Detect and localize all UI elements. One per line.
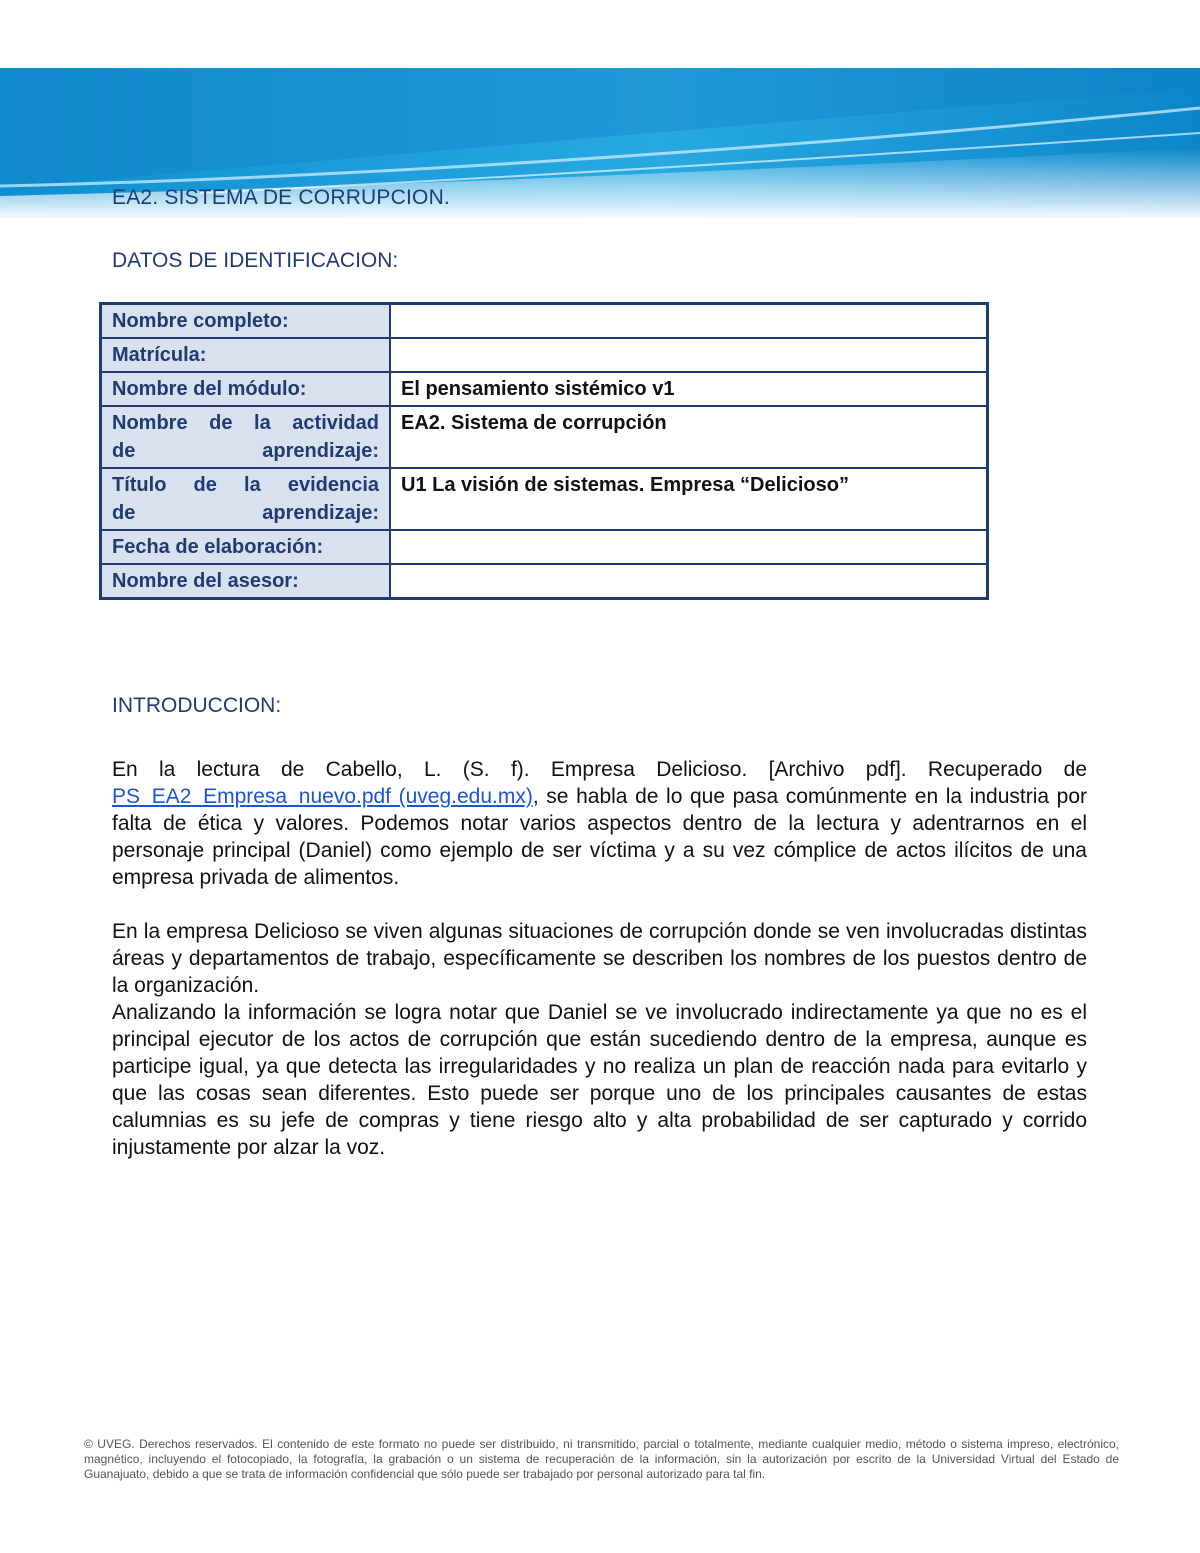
name-label: Nombre completo: bbox=[101, 304, 391, 339]
intro-body bbox=[112, 918, 1087, 1161]
identification-table bbox=[99, 302, 989, 600]
table-row bbox=[101, 530, 988, 564]
activity-value: EA2. Sistema de corrupción bbox=[390, 406, 988, 468]
module-label: Nombre del módulo: bbox=[101, 372, 391, 406]
intro-p1-start: En la lectura de Cabello, L. (S. f). Empresa Delicioso. [Archivo pdf]. Recuperado de bbox=[112, 758, 1087, 781]
enrollment-label: Matrícula: bbox=[101, 338, 391, 372]
table-row bbox=[101, 564, 988, 599]
intro-paragraph-2: En la empresa Delicioso se viven algunas situaciones de corrupción donde se ven involucradas distintas áreas y departamentos de trabajo, específicamente se describen los nombres de los puestos dentro de la organización. bbox=[112, 920, 1087, 997]
evidence-label-line1: Título de la evidencia bbox=[112, 474, 379, 496]
enrollment-value bbox=[390, 338, 988, 372]
module-value: El pensamiento sistémico v1 bbox=[390, 372, 988, 406]
copyright-footer: © UVEG. Derechos reservados. El contenido de este formato no puede ser distribuido, ni transmitido, parcial o totalmente, mediante cualquier medio, método o sistema impreso, electrónico, magnético, incluyendo el fotocopiado, la fotografía, la grabación o un sistema de recuperación de la información, sin la autorización por escrito de la Universidad Virtual del Estado de Guanajuato, debido a que se trata de información confidencial que sólo puede ser trabajado por personal autorizado para tal fin. bbox=[84, 1437, 1119, 1481]
table-row bbox=[101, 338, 988, 372]
advisor-value bbox=[390, 564, 988, 599]
identification-heading: DATOS DE IDENTIFICACION: bbox=[112, 249, 399, 272]
date-label: Fecha de elaboración: bbox=[101, 530, 391, 564]
evidence-title-value: U1 La visión de sistemas. Empresa “Delicioso” bbox=[390, 468, 988, 530]
table-row bbox=[101, 372, 988, 406]
intro-paragraph-1 bbox=[112, 756, 1087, 891]
table-row bbox=[101, 468, 988, 530]
intro-heading: INTRODUCCION: bbox=[112, 694, 282, 717]
advisor-label: Nombre del asesor: bbox=[101, 564, 391, 599]
intro-p1-end: , se habla de lo que pasa comúnmente en la industria por falta de ética y valores. Podemos notar varios aspectos dentro de la lectura y adentrarnos en el personaje principal (Daniel) como ejemplo de ser víctima y a su vez cómplice de actos ilícitos de una empresa privada de alimentos. bbox=[112, 785, 1088, 889]
evidence-label-line2: de aprendizaje: bbox=[112, 502, 379, 524]
date-value bbox=[390, 530, 988, 564]
intro-paragraph-3: Analizando la información se logra notar que Daniel se ve involucrado indirectamente ya que no es el principal ejecutor de los actos de corrupción que están sucediendo dentro de la empresa, aunque es participe igual, ya que detecta las irregularidades y no realiza un plan de reacción nada para evitarlo y que las cosas sean diferentes. Esto puede ser porque uno de los principales causantes de estas calumnias es su jefe de compras y tiene riesgo alto y alta probabilidad de ser capturado y corrido injustamente por alzar la voz. bbox=[112, 1001, 1087, 1159]
name-value bbox=[390, 304, 988, 339]
activity-label bbox=[101, 406, 391, 468]
activity-label-line1: Nombre de la actividad bbox=[112, 412, 379, 434]
source-pdf-link[interactable]: PS_EA2_Empresa_nuevo.pdf (uveg.edu.mx) bbox=[112, 785, 533, 808]
activity-label-line2: de aprendizaje: bbox=[112, 440, 379, 462]
table-row bbox=[101, 304, 988, 339]
evidence-title-label bbox=[101, 468, 391, 530]
document-title: EA2. SISTEMA DE CORRUPCION. bbox=[112, 186, 450, 209]
table-row bbox=[101, 406, 988, 468]
